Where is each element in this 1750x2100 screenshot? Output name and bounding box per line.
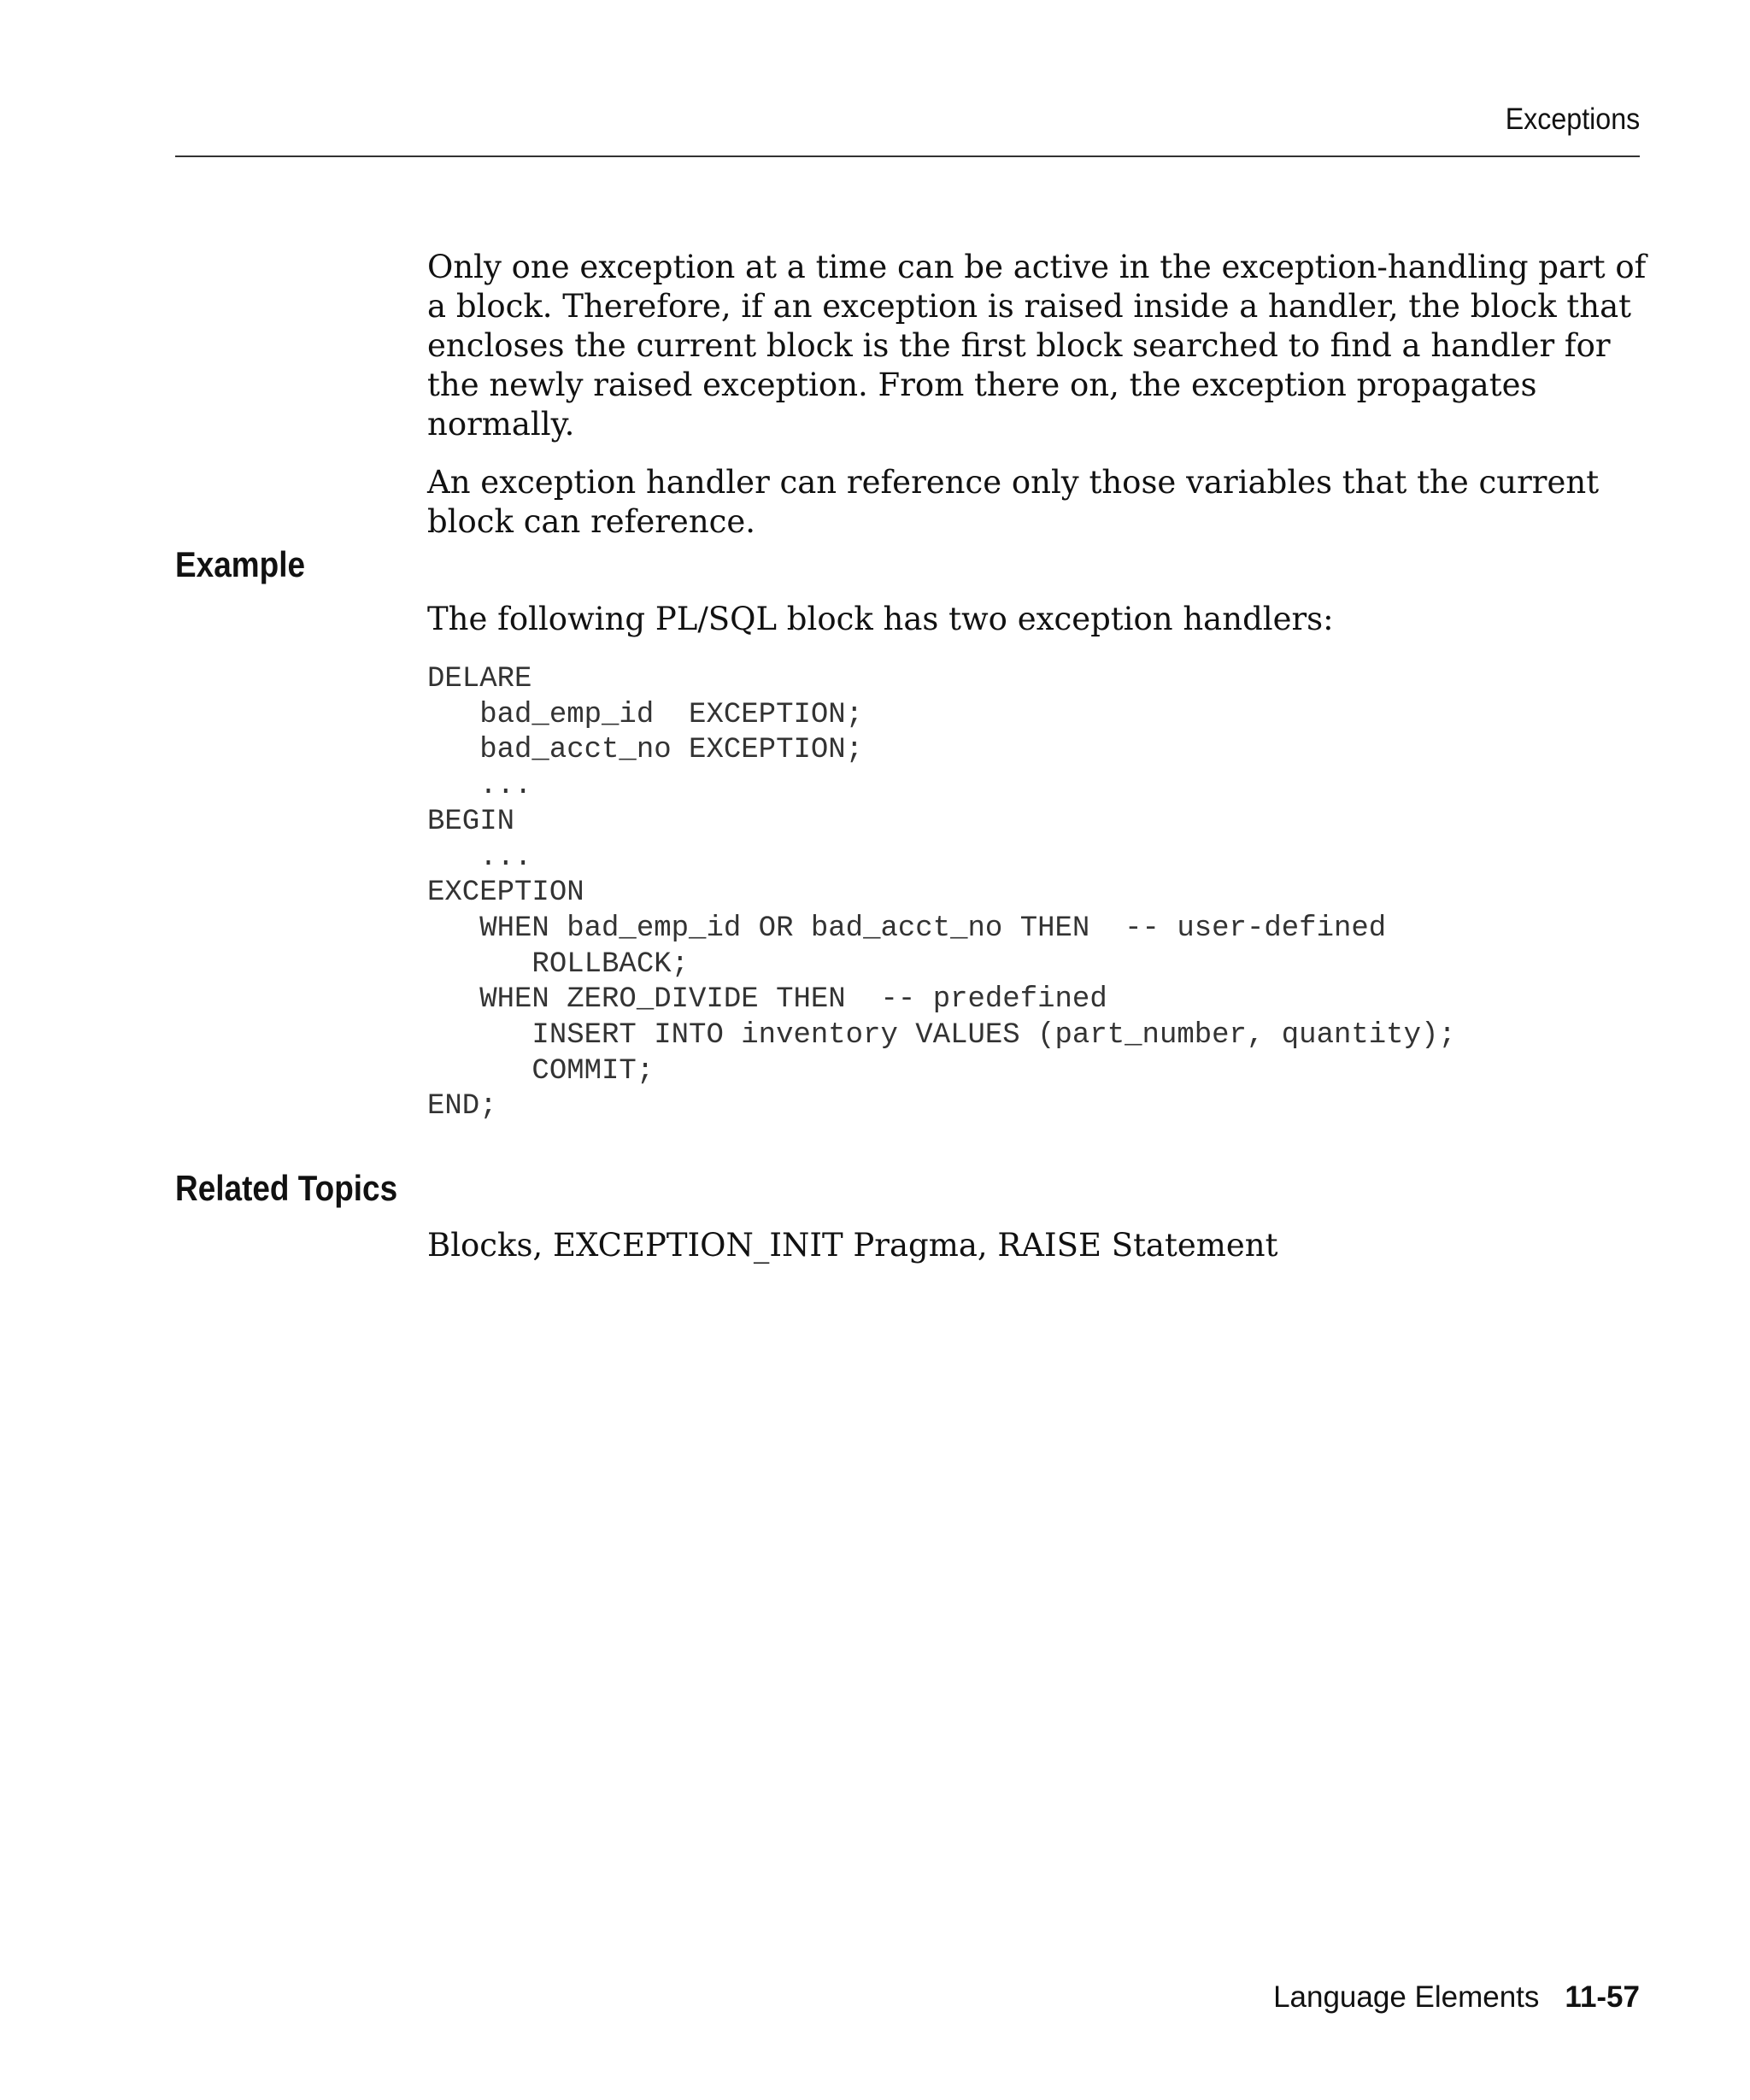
- running-header-title: Exceptions: [1505, 103, 1640, 136]
- header-rule: [175, 155, 1640, 157]
- paragraph-handler-reference: An exception handler can reference only those variables that the current block can reference.: [427, 464, 1600, 540]
- code-example: DELARE bad_emp_id EXCEPTION; bad_acct_no EXCEPTION; ... BEGIN ... EXCEPTION WHEN bad_emp_id OR bad_acct_no THEN -- user-defined ROLLBACK; WHEN ZERO_DIVIDE THEN -- predefined INSERT INTO inventory VALUES (part_number, quantity); COMMIT; END;: [427, 663, 1456, 1123]
- example-intro: The following PL/SQL block has two exception handlers:: [427, 601, 1334, 637]
- related-topics-heading: Related Topics: [175, 1168, 398, 1208]
- footer-section-title: Language Elements: [1273, 1980, 1540, 2014]
- page-footer: [1273, 1980, 1640, 2015]
- page-number: 11-57: [1565, 1980, 1640, 2014]
- paragraph-exception-active: Only one exception at a time can be active in the exception-handling part of a block. Therefore, if an exception is raised inside a handler, the block that encloses the current block is the first block searched to find a handler for the newly raised exception. From there on, the exception propagates normally.: [427, 249, 1647, 443]
- related-topics-list: Blocks, EXCEPTION_INIT Pragma, RAISE Statement: [427, 1227, 1278, 1264]
- intro-text: [427, 248, 1658, 542]
- example-heading: Example: [175, 544, 306, 584]
